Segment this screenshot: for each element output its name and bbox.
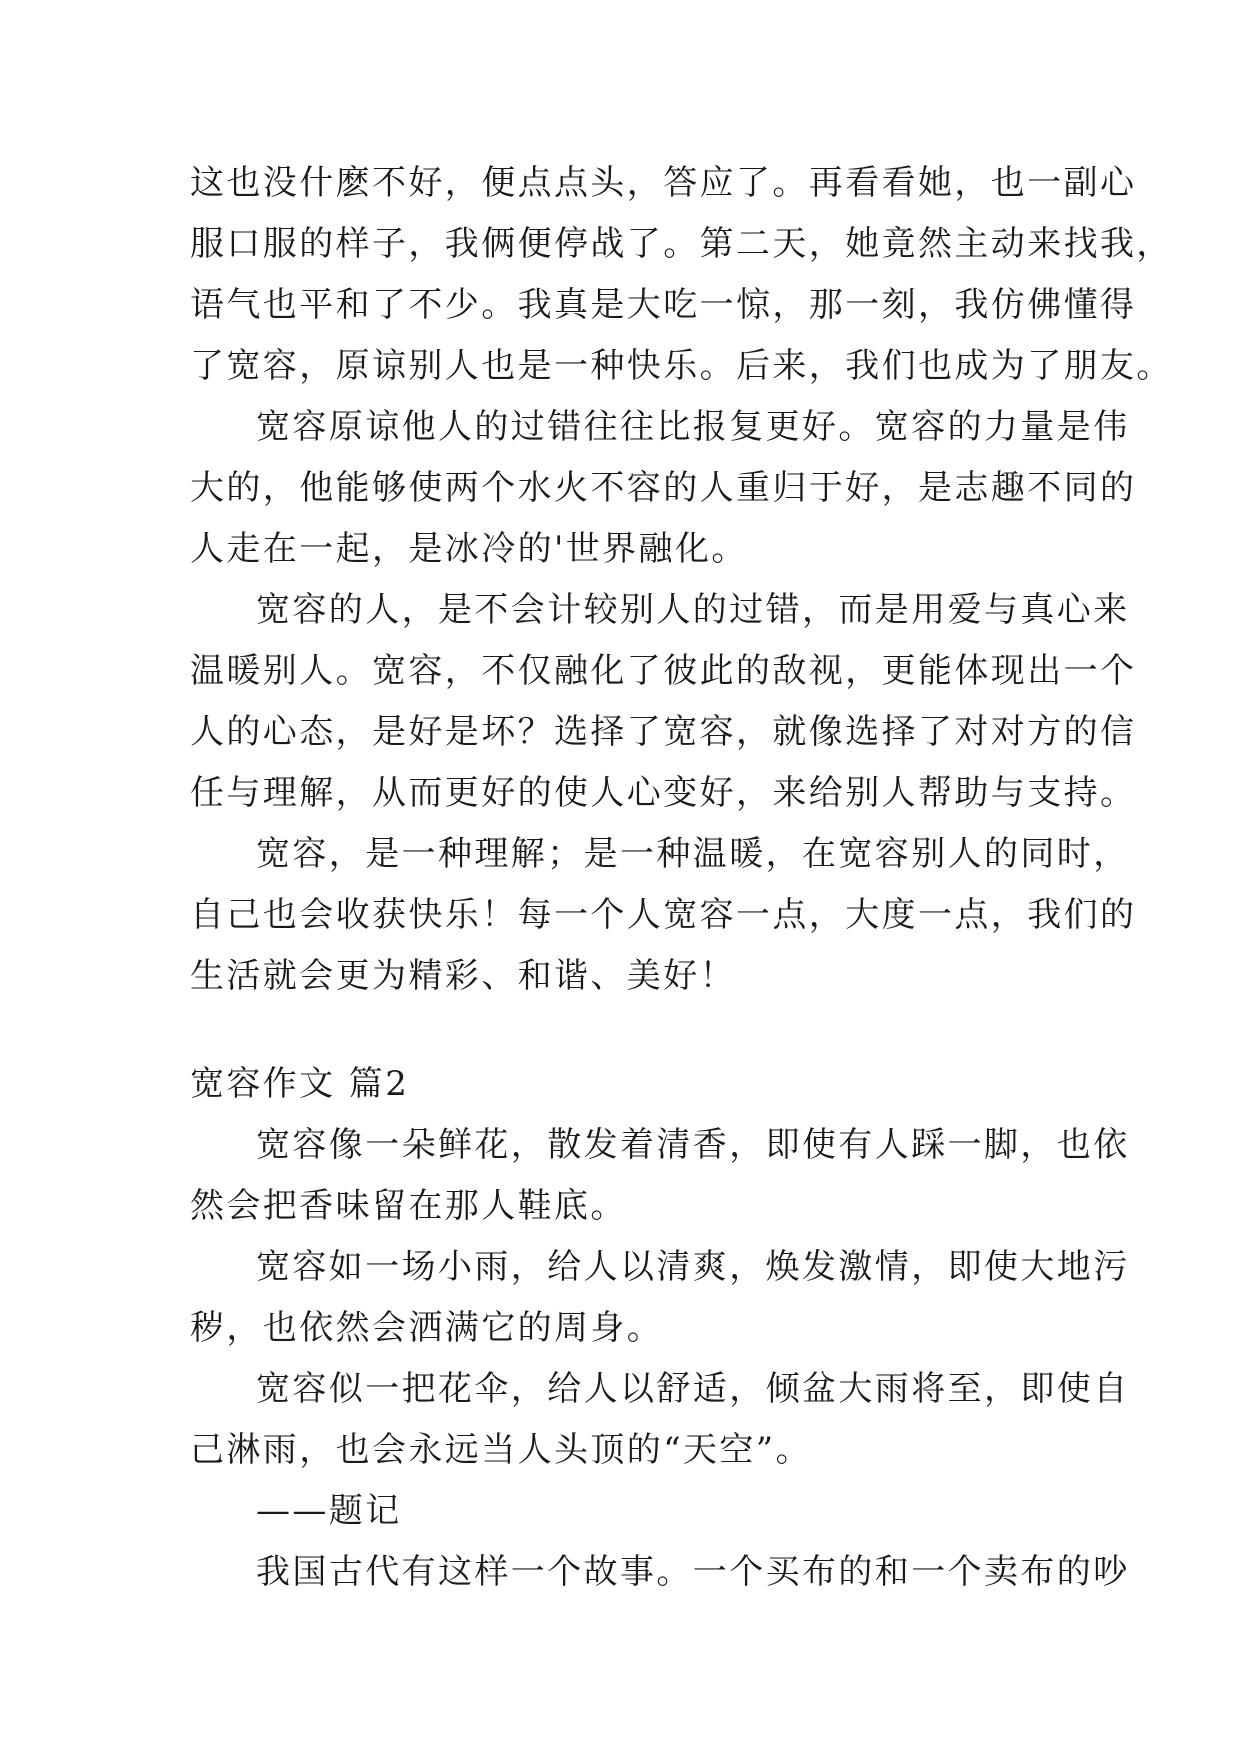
paragraph-line: 大的，他能够使两个水火不容的人重归于好，是志趣不同的 [190,468,1137,508]
paragraph-line: 任与理解，从而更好的使人心变好，来给别人帮助与支持。 [190,773,1137,813]
paragraph-line: 宽容，是一种理解；是一种温暖，在宽容别人的同时， [256,834,1130,874]
paragraph-line: 语气也平和了不少。我真是大吃一惊，那一刻，我仿佛懂得 [190,285,1137,325]
paragraph-line: 生活就会更为精彩、和谐、美好！ [190,956,736,996]
paragraph-line: 己淋雨，也会永远当人头顶的“天空”。 [190,1430,812,1470]
paragraph-line: 了宽容，原谅别人也是一种快乐。后来，我们也成为了朋友。 [190,346,1173,386]
paragraph-line: 秽，也依然会洒满它的周身。 [190,1308,664,1348]
paragraph-line: 我国古代有这样一个故事。一个买布的和一个卖布的吵 [256,1552,1130,1592]
paragraph-line: 温暖别人。宽容，不仅融化了彼此的敌视，更能体现出一个 [190,651,1137,691]
paragraph-line: 宽容如一场小雨，给人以清爽，焕发激情，即使大地污 [256,1247,1130,1287]
epigraph-attribution: ——题记 [256,1491,402,1531]
paragraph-line: 自己也会收获快乐！每一个人宽容一点，大度一点，我们的 [190,895,1137,935]
paragraph-line: 这也没什麽不好，便点点头，答应了。再看看她，也一副心 [190,163,1137,203]
paragraph-line: 宽容像一朵鲜花，散发着清香，即使有人踩一脚，也依 [256,1125,1130,1165]
paragraph-line: 宽容似一把花伞，给人以舒适，倾盆大雨将至，即使自 [256,1369,1130,1409]
paragraph-line: 宽容的人，是不会计较别人的过错，而是用爱与真心来 [256,590,1130,630]
paragraph-line: 宽容原谅他人的过错往往比报复更好。宽容的力量是伟 [256,407,1130,447]
section-heading: 宽容作文 篇2 [190,1064,410,1104]
paragraph-line: 服口服的样子，我俩便停战了。第二天，她竟然主动来找我， [190,224,1173,264]
paragraph-line: 然会把香味留在那人鞋底。 [190,1186,627,1226]
paragraph-line: 人走在一起，是冰冷的'世界融化。 [190,529,748,569]
paragraph-line: 人的心态，是好是坏？选择了宽容，就像选择了对对方的信 [190,712,1137,752]
